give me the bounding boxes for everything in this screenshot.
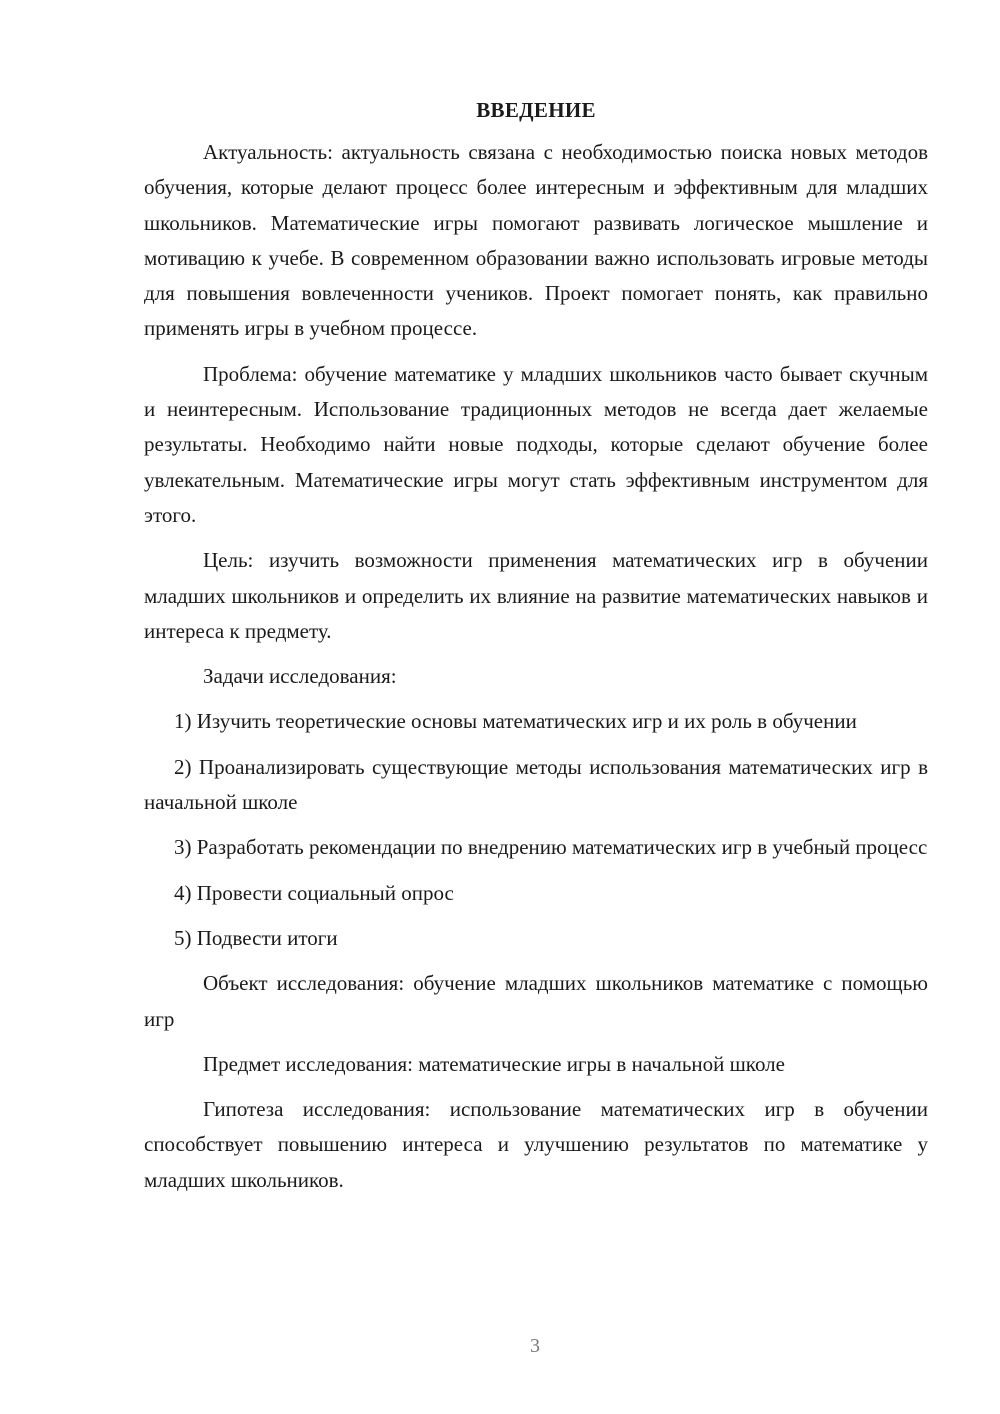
goal-paragraph: Цель: изучить возможности применения математических игр в обучении младших школьников и определить их влияние на развитие математических навыков и интереса к предмету.	[144, 548, 928, 643]
task-item-1: 1) Изучить теоретические основы математических игр и их роль в обучении	[174, 709, 857, 734]
task-item-4: 4) Провести социальный опрос	[174, 880, 454, 905]
problem-paragraph: Проблема: обучение математике у младших школьников часто бывает скучным и неинтересным. Использование традиционных методов не всегда дает желаемые результаты. Необходимо найти новые подходы, которые сделают обучение более увлекательным. Математические игры могут стать эффективным инструментом для этого.	[144, 361, 928, 527]
task-item-2: 2) Проанализировать существующие методы использования математических игр в начальной школе	[144, 754, 928, 815]
task-item-5: 5) Подвести итоги	[174, 925, 338, 950]
hypothesis-paragraph: Гипотеза исследования: использование математических игр в обучении способствует повышению интереса и улучшению результатов по математике у младших школьников.	[144, 1097, 928, 1192]
task-item-3: 3) Разработать рекомендации по внедрению математических игр в учебный процесс	[174, 835, 928, 860]
relevance-paragraph: Актуальность: актуальность связана с необходимостью поиска новых методов обучения, которые делают процесс более интересным и эффективным для младших школьников. Математические игры помогают развивать логическое мышление и мотивацию к учебе. В современном образовании важно использовать игровые методы для повышения вовлеченности учеников. Проект помогает понять, как правильно применять игры в учебном процессе.	[144, 140, 928, 341]
tasks-heading: Задачи исследования:	[203, 664, 397, 689]
page-content	[144, 93, 928, 1208]
page-number: 3	[530, 1335, 540, 1357]
subject-paragraph: Предмет исследования: математические игры в начальной школе	[203, 1051, 785, 1076]
object-paragraph: Объект исследования: обучение младших школьников математике с помощью игр	[144, 971, 928, 1031]
section-title: ВВЕДЕНИЕ	[476, 98, 596, 122]
